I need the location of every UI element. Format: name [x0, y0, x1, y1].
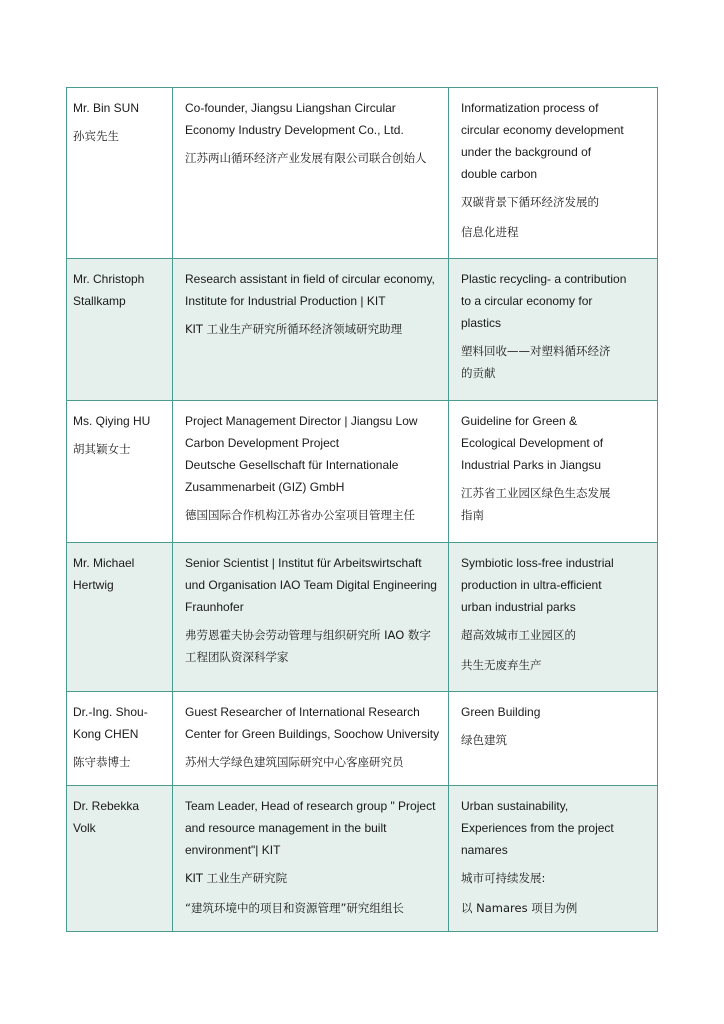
speaker-table — [66, 87, 658, 932]
speaker-name-cell — [67, 88, 173, 259]
speaker-name-cell — [67, 259, 173, 401]
speaker-name-zh: 陈守恭博士 — [73, 755, 131, 769]
speaker-role-en: Senior Scientist | Institut für Arbeitswirtschaft und Organisation IAO Team Digital Engineering Fraunhofer — [185, 556, 437, 614]
talk-topic-zh-2: 以 Namares 项目为例 — [461, 901, 578, 915]
speaker-name-cell — [67, 786, 173, 932]
speaker-name-cell — [67, 401, 173, 543]
speaker-name-cell — [67, 543, 173, 692]
talk-topic-zh-2: 信息化进程 — [461, 225, 519, 239]
speaker-name-en: Dr. Rebekka Volk — [73, 799, 140, 835]
speaker-name-zh: 胡其颖女士 — [73, 442, 131, 456]
speaker-role-cell — [173, 692, 449, 786]
talk-topic-zh: 双碳背景下循环经济发展的 — [461, 195, 599, 209]
speaker-name-en: Mr. Christoph Stallkamp — [73, 272, 145, 308]
speaker-role-en: Co-founder, Jiangsu Liangshan Circular Economy Industry Development Co., Ltd. — [185, 101, 404, 137]
speaker-role-zh: 江苏两山循环经济产业发展有限公司联合创始人 — [185, 151, 427, 165]
talk-topic-en: Green Building — [461, 705, 541, 719]
speaker-role-en: Team Leader, Head of research group " Project and resource management in the built environment"| KIT — [185, 799, 436, 857]
speaker-name-en: Mr. Bin SUN — [73, 101, 140, 115]
table-row — [67, 401, 658, 543]
table-row — [67, 543, 658, 692]
speaker-role-cell — [173, 543, 449, 692]
speaker-name-cell — [67, 692, 173, 786]
talk-topic-cell — [449, 401, 658, 543]
speaker-role-en: Project Management Director | Jiangsu Low Carbon Development Project Deutsche Gesellschaft für Internationale Zusammenarbeit (GIZ) GmbH — [185, 414, 418, 494]
speaker-role-cell — [173, 259, 449, 401]
table-row — [67, 259, 658, 401]
speaker-role-zh: 弗劳恩霍夫协会劳动管理与组织研究所 IAO 数字 工程团队资深科学家 — [185, 628, 431, 664]
speaker-role-cell — [173, 88, 449, 259]
speaker-role-en: Research assistant in field of circular economy, Institute for Industrial Production | KIT — [185, 272, 435, 308]
talk-topic-zh: 塑料回收——对塑料循环经济 的贡献 — [461, 344, 611, 380]
speaker-role-zh: 德国国际合作机构江苏省办公室项目管理主任 — [185, 508, 415, 522]
talk-topic-zh: 绿色建筑 — [461, 733, 507, 747]
talk-topic-en: Informatization process of circular economy development under the background of double carbon — [461, 101, 624, 181]
talk-topic-zh: 江苏省工业园区绿色生态发展 指南 — [461, 486, 611, 522]
speaker-role-zh: KIT 工业生产研究所循环经济领域研究助理 — [185, 322, 403, 336]
talk-topic-cell — [449, 543, 658, 692]
talk-topic-zh: 超高效城市工业园区的 — [461, 628, 576, 642]
speaker-role-zh: 苏州大学绿色建筑国际研究中心客座研究员 — [185, 755, 404, 769]
talk-topic-en: Guideline for Green & Ecological Development of Industrial Parks in Jiangsu — [461, 414, 604, 472]
talk-topic-cell — [449, 259, 658, 401]
table-row — [67, 88, 658, 259]
speaker-name-en: Mr. Michael Hertwig — [73, 556, 135, 592]
speaker-role-cell — [173, 401, 449, 543]
talk-topic-en: Plastic recycling- a contribution to a circular economy for plastics — [461, 272, 627, 330]
talk-topic-zh: 城市可持续发展: — [461, 871, 546, 885]
speaker-role-cell — [173, 786, 449, 932]
speaker-role-zh-2: “建筑环境中的项目和资源管理”研究组组长 — [185, 901, 404, 915]
talk-topic-en: Symbiotic loss-free industrial production in ultra-efficient urban industrial parks — [461, 556, 614, 614]
talk-topic-cell — [449, 692, 658, 786]
speaker-name-en: Dr.-Ing. Shou- Kong CHEN — [73, 705, 148, 741]
speaker-role-zh: KIT 工业生产研究院 — [185, 871, 288, 885]
speaker-role-en: Guest Researcher of International Research Center for Green Buildings, Soochow University — [185, 705, 440, 741]
talk-topic-cell — [449, 786, 658, 932]
table-row — [67, 692, 658, 786]
table-row — [67, 786, 658, 932]
speaker-name-zh: 孙宾先生 — [73, 129, 119, 143]
talk-topic-zh-2: 共生无废弃生产 — [461, 658, 542, 672]
talk-topic-en: Urban sustainability, Experiences from the project namares — [461, 799, 614, 857]
talk-topic-cell — [449, 88, 658, 259]
speaker-name-en: Ms. Qiying HU — [73, 414, 151, 428]
